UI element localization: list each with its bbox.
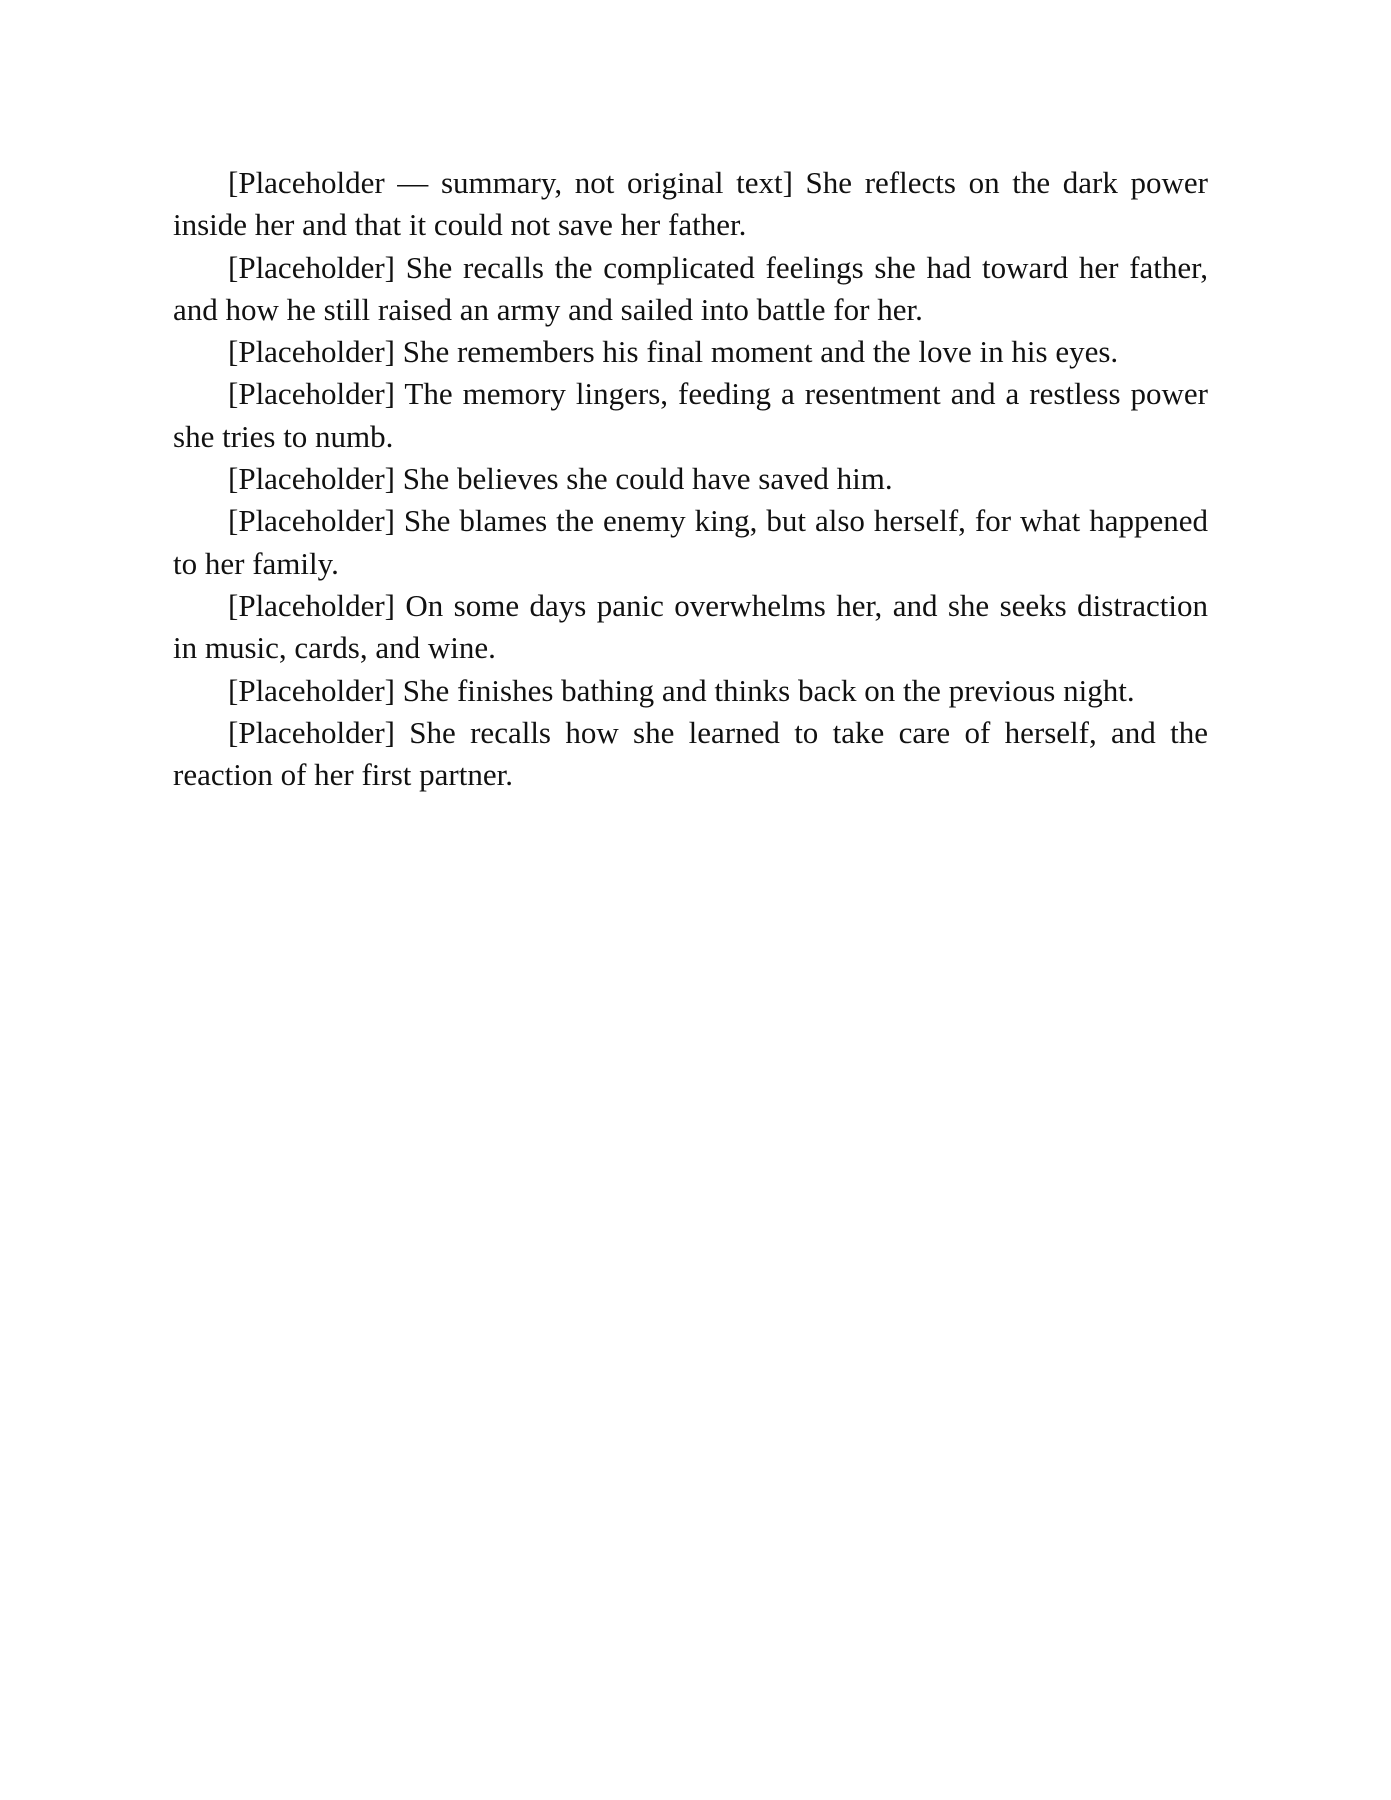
paragraph: [Placeholder] She recalls how she learned to take care of herself, and the reaction of her first partner. <box>173 714 1208 793</box>
paragraph: [Placeholder] She believes she could have saved him. <box>228 461 893 497</box>
paragraph: [Placeholder] On some days panic overwhelms her, and she seeks distraction in music, cards, and wine. <box>173 587 1208 666</box>
paragraph: [Placeholder] The memory lingers, feeding a resentment and a restless power she tries to numb. <box>173 376 1208 454</box>
paragraph: [Placeholder] She remembers his final moment and the love in his eyes. <box>228 334 1119 370</box>
paragraph: [Placeholder] She recalls the complicated feelings she had toward her father, and how he still raised an army and sailed into battle for her. <box>173 249 1208 327</box>
paragraph: [Placeholder] She finishes bathing and thinks back on the previous night. <box>228 672 1135 708</box>
paragraph: [Placeholder — summary, not original text] She reflects on the dark power inside her and that it could not save her father. <box>173 165 1208 243</box>
paragraph: [Placeholder] She blames the enemy king, but also herself, for what happened to her family. <box>173 503 1208 581</box>
body-text <box>173 162 1208 796</box>
